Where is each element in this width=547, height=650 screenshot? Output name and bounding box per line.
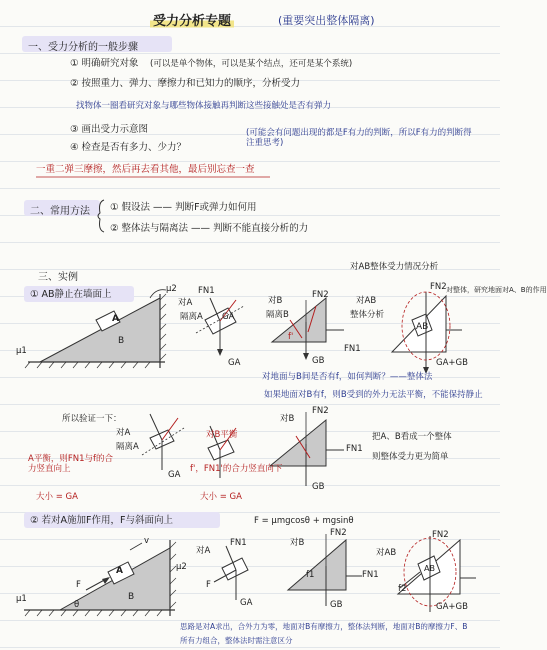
b-balance-label: 对B平衡	[206, 430, 238, 440]
sub1-ga: GA	[222, 312, 235, 322]
step2-text: ② 按照重力、弹力、摩擦力和已知力的顺序，分析受力	[70, 78, 301, 89]
section1-summary: 一重二弹三摩擦，然后再去看其他，最后别忘查一查	[36, 164, 255, 175]
b-balance-note2: 大小 = GA	[200, 492, 242, 502]
ex2-sub2-fn2: FN2	[330, 528, 347, 538]
ex2-force-f: F	[76, 580, 81, 590]
sub2-label: 对B	[268, 296, 283, 306]
sub3-right-note: 对AB整体受力情况分析	[350, 262, 439, 272]
sub3-ab-label: AB	[416, 322, 429, 332]
ex1-mu2: μ2	[166, 284, 177, 294]
question-red: 对地面与B间是否有f，如何判断？——整体法	[262, 372, 433, 382]
ex1-incline	[40, 298, 160, 362]
sub3-note: 整体分析	[350, 310, 385, 320]
ex2-title: ② 若对A施加F作用，F与斜面向上	[30, 515, 173, 526]
sub1-label: 对A	[178, 298, 193, 308]
step3-note: (可能会有问题出现的都是F有力的判断，所以F有力的判断得注重思考)	[246, 128, 472, 149]
ex1-label-b: B	[118, 336, 125, 346]
ex2-sub1-label: 对A	[196, 546, 211, 556]
page-title: 受力分析专题	[150, 10, 234, 29]
b-balance-note: f'，FN1'的合力竖直向下	[190, 464, 283, 474]
sub3-fn2: FN2	[430, 282, 447, 292]
sub2-gb: GB	[312, 356, 325, 366]
step4-text: ④ 检查是否有多力、少力？	[70, 142, 187, 153]
ab-balance-red: A平衡，则FN1与f的合力竖直向上	[28, 454, 113, 475]
ex2-sub1-ga: GA	[240, 598, 253, 608]
sub3-label: 对AB	[356, 296, 377, 306]
ab-balance-note: 大小 = GA	[36, 492, 78, 502]
step1-text: ① 明确研究对象	[70, 58, 139, 69]
ex2-block-b: B	[128, 592, 135, 602]
analysis-intro: 所以验证一下：	[62, 414, 122, 424]
section2-heading: 二、常用方法	[30, 206, 90, 217]
ex2-mu2: μ2	[176, 562, 187, 572]
sub1-note: 隔离A	[180, 312, 203, 322]
ex2-mu1: μ1	[16, 594, 27, 604]
conclusion-dark: 把A、B看成一个整体	[372, 432, 452, 442]
row2-sub1-note: 隔离A	[116, 442, 139, 452]
question-note: 如果地面对B有f，则B受到的外力无法平衡，不能保持静止	[264, 390, 483, 400]
sub2-f: f'	[288, 332, 294, 342]
row2-gb: GB	[312, 482, 325, 492]
ex2-sub3-ab: AB	[424, 564, 435, 573]
section1-heading: 一、受力分析的一般步骤	[28, 42, 138, 53]
page-subtitle: (重要突出整体隔离)	[278, 14, 375, 27]
ex2-sub3-label: 对AB	[376, 548, 397, 558]
step2-note: 找物体一圈看研究对象与哪些物体接触再判断这些接触处是否有弹力	[76, 101, 332, 111]
ex2-theta: θ	[74, 600, 80, 610]
method2-text: ② 整体法与隔离法 —— 判断不能直接分析的力	[110, 223, 309, 234]
ex2-sub3-fs2: f2	[398, 584, 407, 594]
sub1-ga-bottom: GA	[228, 358, 241, 368]
ex2-v: v	[144, 536, 150, 546]
row2-sub1-label: 对A	[116, 428, 131, 438]
sub2-fn1: FN1	[344, 344, 361, 354]
ex2-note2: 所有力组合，整体法时需注意区分	[180, 636, 293, 645]
ex1-label-a: A	[112, 314, 119, 324]
ex2-sub2-gb: GB	[330, 600, 343, 610]
method1-text: ① 假设法 —— 判断F或弹力如何用	[110, 202, 257, 213]
row2-ga: GA	[168, 470, 181, 480]
step3-text: ③ 画出受力示意图	[70, 124, 149, 135]
conclusion-dark2: 则整体受力更为简单	[372, 452, 449, 462]
ex2-sub2-fs: f1	[306, 570, 315, 580]
sub3-note2: 对整体，研究地面对A、B的作用	[446, 286, 547, 294]
section3-heading: 三、实例	[38, 272, 78, 283]
ex1-mu1: μ1	[16, 346, 27, 356]
ex1-title: ① AB静止在墙面上	[30, 289, 112, 300]
ex2-sub2-fn1: FN1	[362, 570, 379, 580]
row2-fn2: FN2	[312, 406, 329, 416]
ex2-sub1-f: F	[206, 580, 211, 590]
ex2-note1: 思路是对A求出，合外力为零，地面对B有摩擦力，整体法判断，地面对B的摩擦力F、B	[180, 622, 468, 631]
sub1-fn1: FN1	[198, 286, 215, 296]
ex2-sub1-fn1: FN1	[230, 538, 247, 548]
ex2-sub3-fn2: FN2	[432, 530, 449, 540]
ex2-sub2-label: 对B	[290, 538, 305, 548]
ex2-block-a: A	[116, 566, 123, 576]
row2-fn1: FN1	[346, 444, 363, 454]
row2-sub2-label: 对B	[280, 414, 295, 424]
ex2-formula: F = μmgcosθ + mgsinθ	[254, 516, 354, 526]
sub3-gab: GA+GB	[436, 358, 468, 368]
step1-note: (可以是单个物体，可以是某个结点，还可是某个系统)	[150, 59, 353, 69]
ex2-sub3-gab: GA+GB	[436, 602, 468, 612]
sub2-note: 隔离B	[266, 310, 289, 320]
sub2-fn2: FN2	[312, 290, 329, 300]
